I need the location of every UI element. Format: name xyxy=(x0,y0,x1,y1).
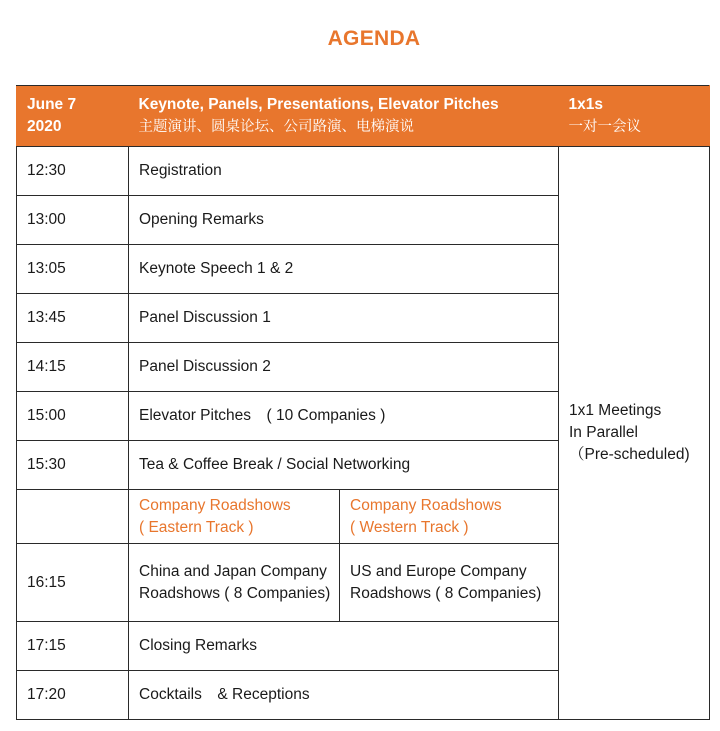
time-cell: 13:00 xyxy=(17,196,129,245)
time-cell: 13:45 xyxy=(17,294,129,343)
event-cell: Closing Remarks xyxy=(129,622,559,671)
western-track-title: Company Roadshows xyxy=(350,496,502,514)
western-event-cell: US and Europe Company Roadshows ( 8 Companies) xyxy=(340,544,559,622)
meetings-header-en: 1x1s xyxy=(568,96,603,113)
time-cell: 13:05 xyxy=(17,245,129,294)
eastern-track-subtitle: ( Eastern Track ) xyxy=(139,518,254,536)
event-cell: Panel Discussion 2 xyxy=(129,343,559,392)
time-cell: 14:15 xyxy=(17,343,129,392)
western-track-subtitle: ( Western Track ) xyxy=(350,518,469,536)
event-cell: Tea & Coffee Break / Social Networking xyxy=(129,441,559,490)
sessions-header-en: Keynote, Panels, Presentations, Elevator Pitches xyxy=(138,96,499,113)
event-cell: Panel Discussion 1 xyxy=(129,294,559,343)
empty-time-cell xyxy=(17,490,129,544)
sessions-header xyxy=(129,86,559,147)
eastern-track-header xyxy=(129,490,340,544)
date-line1: June 7 xyxy=(27,96,77,113)
header-row xyxy=(17,86,710,147)
page-title: AGENDA xyxy=(327,27,421,50)
date-line2: 2020 xyxy=(27,118,62,135)
event-cell: Registration xyxy=(129,147,559,196)
event-cell: Cocktails & Receptions xyxy=(129,671,559,720)
meetings-header-zh: 一对一会议 xyxy=(568,119,641,135)
western-track-header xyxy=(340,490,559,544)
event-cell: Elevator Pitches ( 10 Companies ) xyxy=(129,392,559,441)
eastern-track-title: Company Roadshows xyxy=(139,496,291,514)
time-cell: 17:15 xyxy=(17,622,129,671)
eastern-event-cell: China and Japan Company Roadshows ( 8 Companies) xyxy=(129,544,340,622)
parallel-line1: 1x1 Meetings xyxy=(569,402,662,419)
time-cell: 15:00 xyxy=(17,392,129,441)
time-cell: 17:20 xyxy=(17,671,129,720)
table-row xyxy=(17,147,710,196)
event-cell: Keynote Speech 1 & 2 xyxy=(129,245,559,294)
date-header xyxy=(17,86,129,147)
parallel-line3: （Pre-scheduled) xyxy=(569,446,690,463)
sessions-header-zh: 主题演讲、圆桌论坛、公司路演、电梯演说 xyxy=(138,119,414,135)
parallel-line2: In Parallel xyxy=(569,424,638,441)
agenda-table xyxy=(16,85,710,720)
meetings-header xyxy=(559,86,710,147)
event-cell: Opening Remarks xyxy=(129,196,559,245)
time-cell: 15:30 xyxy=(17,441,129,490)
time-cell: 12:30 xyxy=(17,147,129,196)
parallel-meetings-cell xyxy=(559,147,710,720)
time-cell: 16:15 xyxy=(17,544,129,622)
